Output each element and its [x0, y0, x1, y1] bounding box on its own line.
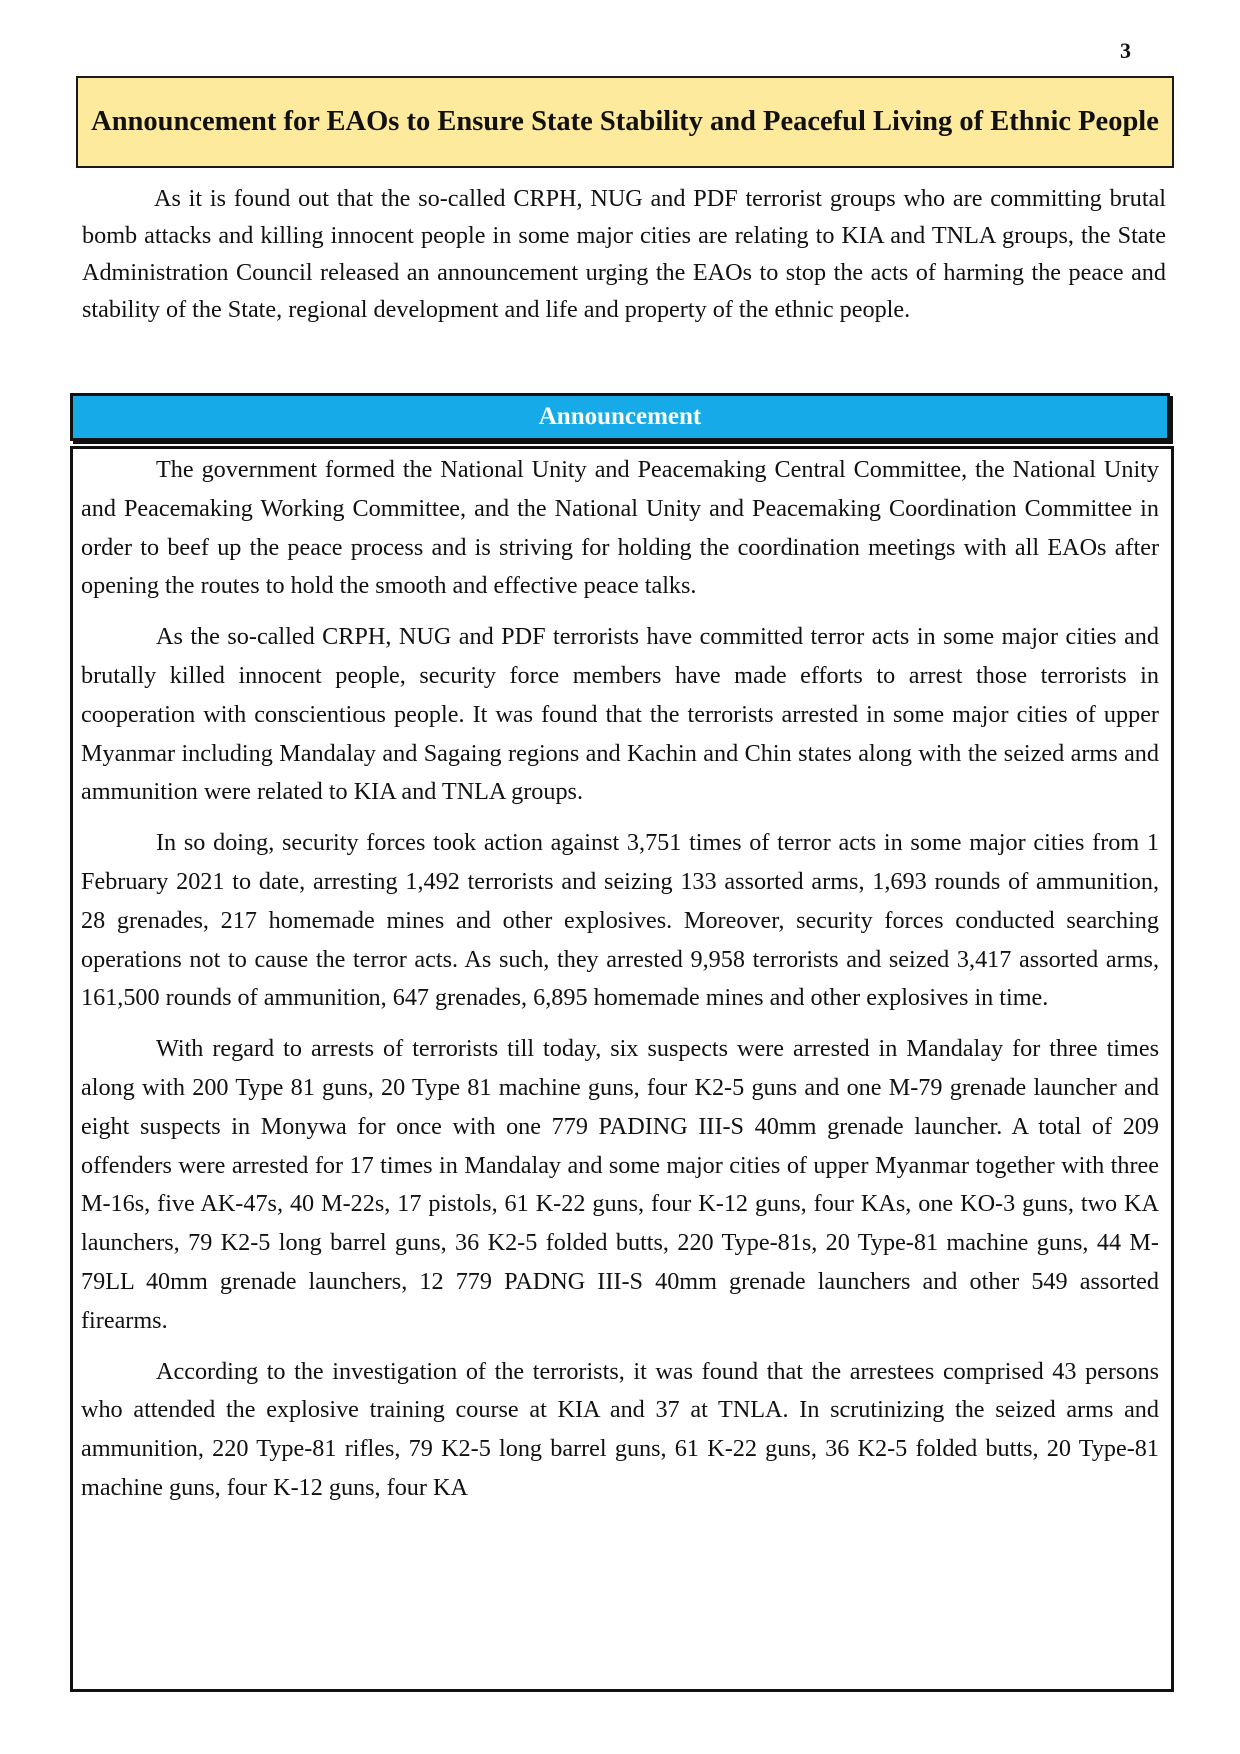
- article-title-box: [76, 76, 1174, 168]
- announcement-paragraph: According to the investigation of the terrorists, it was found that the arrestees comprised 43 persons who attended the explosive training course at KIA and 37 at TNLA. In scrutinizing the seized arms and ammunition, 220 Type-81 rifles, 79 K2-5 long barrel guns, 61 K-22 guns, 36 K2-5 folded butts, 20 Type-81 machine guns, four K-12 guns, four KA: [81, 1357, 1159, 1501]
- article-title: Announcement for EAOs to Ensure State Stability and Peaceful Living of Ethnic People: [91, 106, 1159, 137]
- announcement-heading: Announcement: [538, 403, 702, 430]
- announcement-body: [70, 446, 1174, 1692]
- intro-paragraph: As it is found out that the so-called CRPH, NUG and PDF terrorist groups who are committing brutal bomb attacks and killing innocent people in some major cities are relating to KIA and TNLA groups, the State Administration Council released an announcement urging the EAOs to stop the acts of harming the peace and stability of the State, regional development and life and property of the ethnic people.: [82, 185, 1166, 323]
- announcement-paragraph: In so doing, security forces took action against 3,751 times of terror acts in some major cities from 1 February 2021 to date, arresting 1,492 terrorists and seizing 133 assorted arms, 1,693 rounds of ammunition, 28 grenades, 217 homemade mines and other explosives. Moreover, security forces conducted searching operations not to cause the terror acts. As such, they arrested 9,958 terrorists and seized 3,417 assorted arms, 161,500 rounds of ammunition, 647 grenades, 6,895 homemade mines and other explosives in time.: [81, 829, 1159, 1012]
- announcement-paragraph: As the so-called CRPH, NUG and PDF terrorists have committed terror acts in some major cities and brutally killed innocent people, security force members have made efforts to arrest those terrorists in cooperation with conscientious people. It was found that the terrorists arrested in some major cities of upper Myanmar including Mandalay and Sagaing regions and Kachin and Chin states along with the seized arms and ammunition were related to KIA and TNLA groups.: [81, 623, 1159, 806]
- announcement-paragraph: The government formed the National Unity and Peacemaking Central Committee, the National Unity and Peacemaking Working Committee, and the National Unity and Peacemaking Coordination Committee in order to beef up the peace process and is striving for holding the coordination meetings with all EAOs after opening the routes to hold the smooth and effective peace talks.: [81, 456, 1159, 600]
- announcement-paragraph: With regard to arrests of terrorists till today, six suspects were arrested in Mandalay for three times along with 200 Type 81 guns, 20 Type 81 machine guns, four K2-5 guns and one M-79 grenade launcher and eight suspects in Monywa for once with one 779 PADING III-S 40mm grenade launcher. A total of 209 offenders were arrested for 17 times in Mandalay and some major cities of upper Myanmar together with three M-16s, five AK-47s, 40 M-22s, 17 pistols, 61 K-22 guns, four K-12 guns, four KAs, one KO-3 guns, two KA launchers, 79 K2-5 long barrel guns, 36 K2-5 folded butts, 220 Type-81s, 20 Type-81 machine guns, 44 M-79LL 40mm grenade launchers, 12 779 PADNG III-S 40mm grenade launchers and other 549 assorted firearms.: [81, 1035, 1159, 1334]
- announcement-heading-bar: [70, 393, 1170, 441]
- page-number: 3: [1120, 38, 1131, 63]
